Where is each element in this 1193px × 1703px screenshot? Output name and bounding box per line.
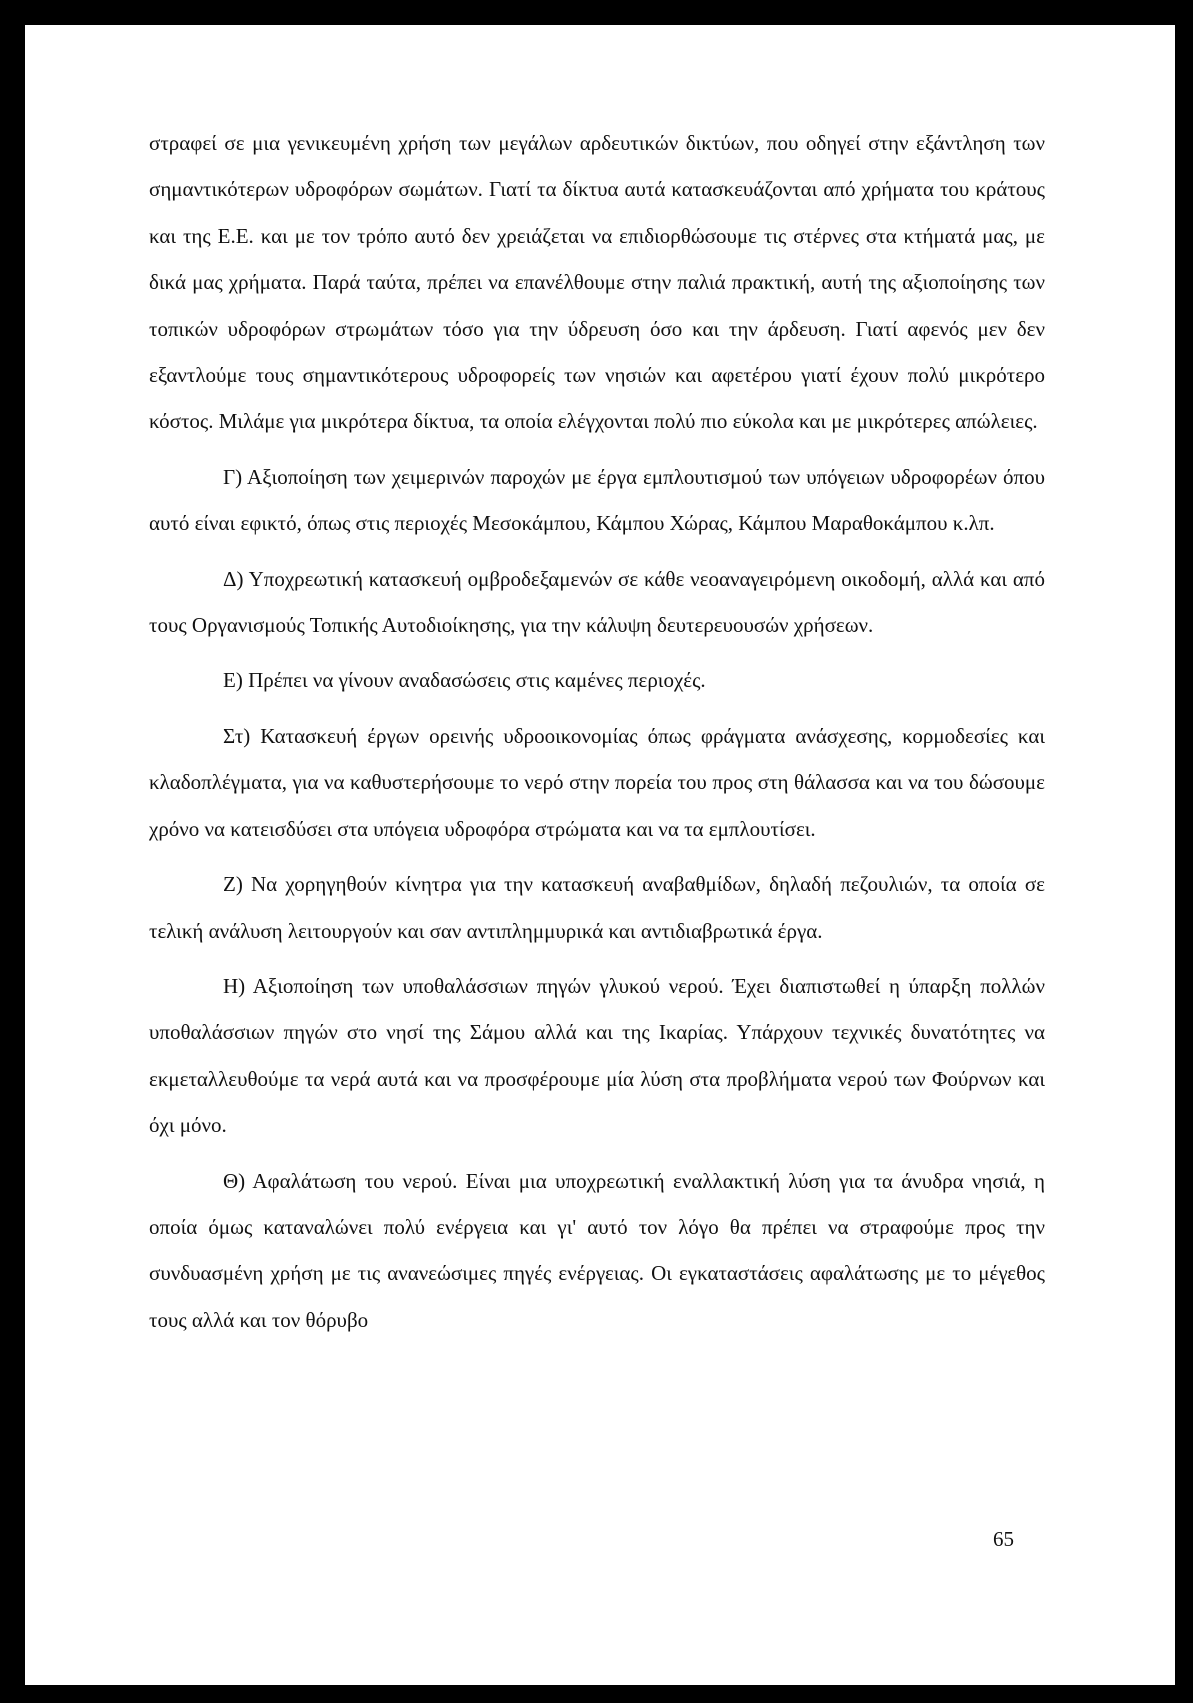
paragraph-gamma: Γ) Αξιοποίηση των χειμερινών παροχών με έργα εμπλουτισμού των υπόγειων υδροφορέων όπου αυτό είναι εφικτό, όπως στις περιοχές Μεσοκάμπου, Κάμπου Χώρας, Κάμπου Μαραθοκάμπου κ.λπ.: [149, 464, 1045, 536]
body-text: [149, 120, 1045, 1352]
paragraph-epsilon: Ε) Πρέπει να γίνουν αναδασώσεις στις καμένες περιοχές.: [223, 668, 706, 693]
paragraph-st: Στ) Κατασκευή έργων ορεινής υδροοικονομίας όπως φράγματα ανάσχεσης, κορμοδεσίες και κλαδοπλέγματα, για να καθυστερήσουμε το νερό στην πορεία του προς στη θάλασσα και να του δώσουμε χρόνο να κατεισδύσει στα υπόγεια υδροφόρα στρώματα και να τα εμπλουτίσει.: [149, 723, 1045, 841]
paragraph-eta: Η) Αξιοποίηση των υποθαλάσσιων πηγών γλυκού νερού. Έχει διαπιστωθεί η ύπαρξη πολλών υποθαλάσσιων πηγών στο νησί της Σάμου αλλά και της Ικαρίας. Υπάρχουν τεχνικές δυνατότητες να εκμεταλλευθούμε τα νερά αυτά και να προσφέρουμε μία λύση στα προβλήματα νερού των Φούρνων και όχι μόνο.: [149, 973, 1045, 1138]
paragraph-zeta: Ζ) Να χορηγηθούν κίνητρα για την κατασκευή αναβαθμίδων, δηλαδή πεζουλιών, τα οποία σε τελική ανάλυση λειτουργούν και σαν αντιπλημμυρικά και αντιδιαβρωτικά έργα.: [149, 872, 1045, 943]
paragraph-delta: Δ) Υποχρεωτική κατασκευή ομβροδεξαμενών σε κάθε νεοαναγειρόμενη οικοδομή, αλλά και από τους Οργανισμούς Τοπικής Αυτοδιοίκησης, για την κάλυψη δευτερευουσών χρήσεων.: [149, 566, 1045, 638]
page-number: 65: [993, 1527, 1014, 1551]
document-page: [25, 25, 1175, 1685]
paragraph-theta: Θ) Αφαλάτωση του νερού. Είναι μια υποχρεωτική εναλλακτική λύση για τα άνυδρα νησιά, η οποία όμως καταναλώνει πολύ ενέργεια και γι' αυτό τον λόγο θα πρέπει να στραφούμε προς την συνδυασμένη χρήση με τις ανανεώσιμες πηγές ενέργειας. Οι εγκαταστάσεις αφαλάτωσης με το μέγεθος τους αλλά και τον θόρυβο: [149, 1168, 1045, 1332]
paragraph-continuation: στραφεί σε μια γενικευμένη χρήση των μεγάλων αρδευτικών δικτύων, που οδηγεί στην εξάντληση των σημαντικότερων υδροφόρων σωμάτων. Γιατί τα δίκτυα αυτά κατασκευάζονται από χρήματα του κράτους και της Ε.Ε. και με τον τρόπο αυτό δεν χρειάζεται να επιδιορθώσουμε τις στέρνες στα κτήματά μας, με δικά μας χρήματα. Παρά ταύτα, πρέπει να επανέλθουμε στην παλιά πρακτική, αυτή της αξιοποίησης των τοπικών υδροφόρων στρωμάτων τόσο για την ύδρευση όσο και την άρδευση. Γιατί αφενός μεν δεν εξαντλούμε τους σημαντικότερους υδροφορείς των νησιών και αφετέρου γιατί έχουν πολύ μικρότερο κόστος. Μιλάμε για μικρότερα δίκτυα, τα οποία ελέγχονται πολύ πιο εύκολα και με μικρότερες απώλειες.: [149, 131, 1045, 434]
